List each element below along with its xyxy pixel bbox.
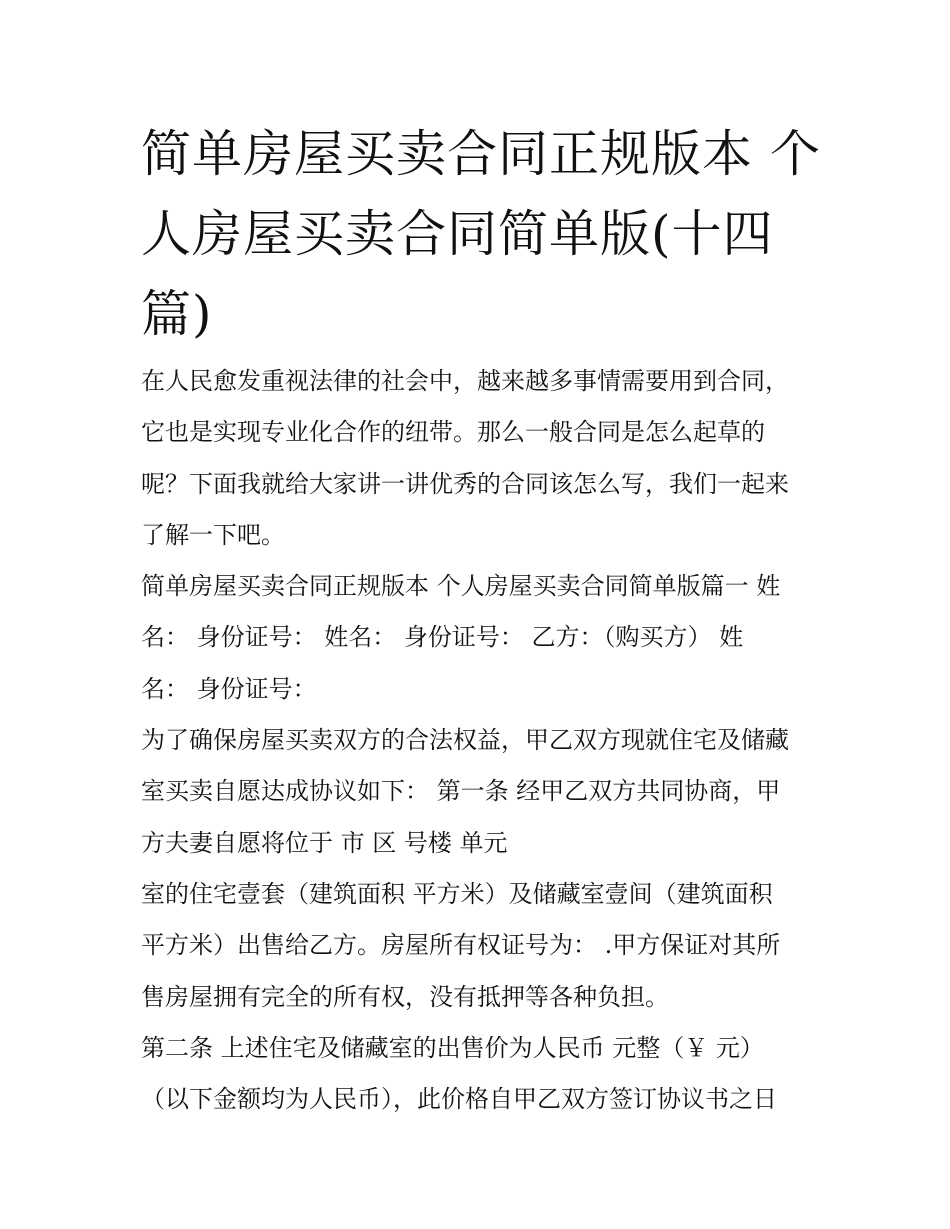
body-line: 室的住宅壹套（建筑面积 平方米）及储藏室壹间（建筑面积 [141, 879, 773, 908]
body-line: 在人民愈发重视法律的社会中，越来越多事情需要用到合同， [141, 367, 789, 395]
body-line: 简单房屋买卖合同正规版本 个人房屋买卖合同简单版篇一 姓 [141, 572, 781, 601]
body-line: 第二条 上述住宅及储藏室的出售价为人民币 元整（￥ 元） [141, 1033, 764, 1062]
body-line: 了解一下吧。 [141, 520, 285, 549]
document-title [141, 114, 821, 354]
body-line: 为了确保房屋买卖双方的合法权益，甲乙双方现就住宅及储藏 [141, 726, 789, 755]
body-line: 名： 身份证号： [141, 674, 317, 703]
title-line: 篇) [141, 285, 213, 343]
document-body [141, 356, 821, 1125]
body-line: 平方米）出售给乙方。房屋所有权证号为： .甲方保证对其所 [141, 931, 781, 960]
title-line: 人房屋买卖合同简单版(十四 [141, 205, 774, 263]
body-line: 呢？下面我就给大家讲一讲优秀的合同该怎么写，我们一起来 [141, 469, 789, 498]
title-line: 简单房屋买卖合同正规版本 个 [141, 125, 821, 183]
body-line: 名： 身份证号： 姓名： 身份证号： 乙方：（购买方） 姓 [141, 623, 744, 652]
body-line: 它也是实现专业化合作的纽带。那么一般合同是怎么起草的 [141, 418, 765, 447]
body-line: 室买卖自愿达成协议如下： 第一条 经甲乙双方共同协商，甲 [141, 777, 781, 806]
body-line: （以下金额均为人民币），此价格自甲乙双方签订协议书之日 [141, 1085, 777, 1114]
body-line: 售房屋拥有完全的所有权，没有抵押等各种负担。 [141, 982, 669, 1011]
body-line: 方夫妻自愿将位于 市 区 号楼 单元 [141, 828, 508, 857]
